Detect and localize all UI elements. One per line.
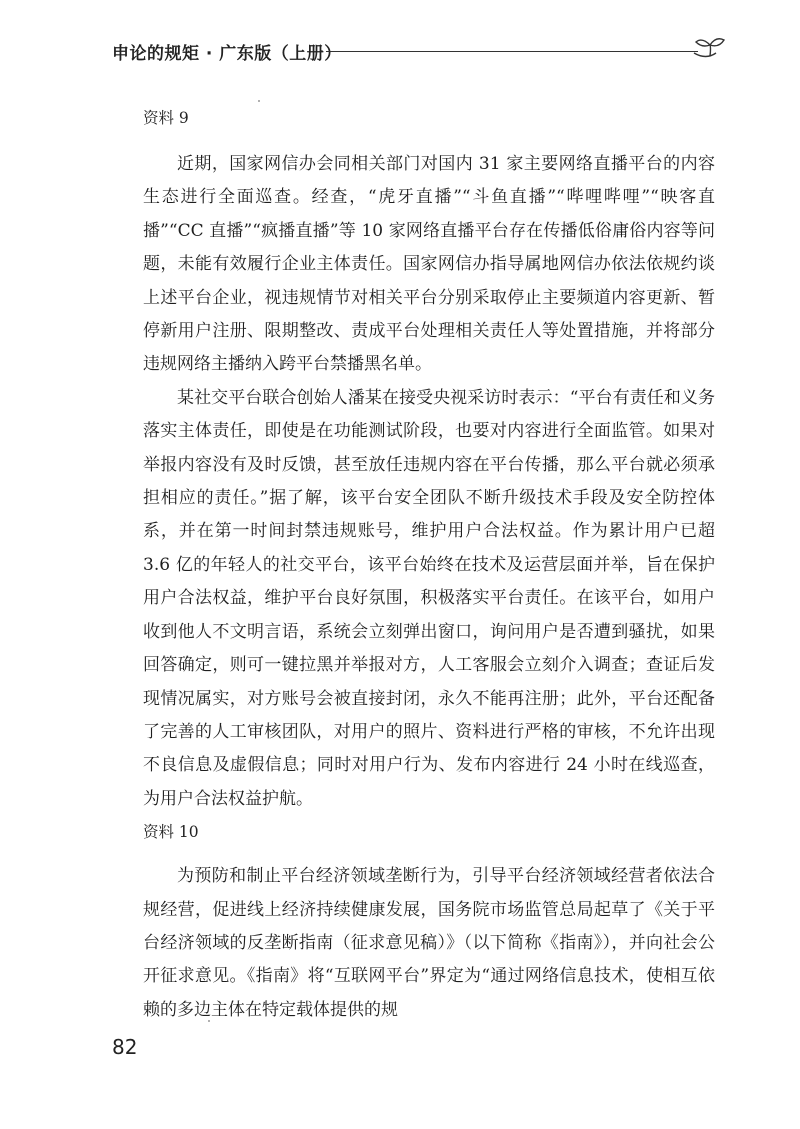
header-title: 申论的规矩 · 广东版（上册）	[112, 44, 342, 64]
material-9-paragraph-2: 某社交平台联合创始人潘某在接受央视采访时表示：“平台有责任和义务落实主体责任，即使是在功能测试阶段，也要对内容进行全面监管。如果对举报内容没有及时反馈，甚至放任违规内容在平台传播，那么平台就必须承担相应的责任。”据了解，该平台安全团队不断升级技术手段及安全防控体系，并在第一时间封禁违规账号，维护用户合法权益。作为累计用户已超 3.6 亿的年轻人的社交平台，该平台始终在技术及运营层面并举，旨在保护用户合法权益，维护平台良好氛围，积极落实平台责任。在该平台，如用户收到他人不文明言语，系统会立刻弹出窗口，询问用户是否遭到骚扰，如果回答确定，则可一键拉黑并举报对方，人工客服会立刻介入调查；查证后发现情况属实，对方账号会被直接封闭，永久不能再注册；此外，平台还配备了完善的人工审核团队，对用户的照片、资料进行严格的审核，不允许出现不良信息及虚假信息；同时对用户行为、发布内容进行 24 小时在线巡查，为用户合法权益护航。	[143, 387, 715, 809]
sprout-icon	[692, 36, 726, 62]
header-rule	[326, 51, 698, 52]
material-9-label: 资料 9	[143, 109, 189, 127]
running-header	[112, 36, 722, 66]
scan-speck	[258, 100, 260, 102]
scan-speck	[208, 1020, 210, 1022]
material-10-label: 资料 10	[143, 823, 199, 842]
material-10-paragraph-1: 为预防和制止平台经济领域垄断行为，引导平台经济领域经营者依法合规经营，促进线上经济持续健康发展，国务院市场监管总局起草了《关于平台经济领域的反垄断指南（征求意见稿）》（以下简称《指南》），并向社会公开征求意见。《指南》将“互联网平台”界定为“通过网络信息技术，使相互依赖的多边主体在特定载体提供的规	[143, 866, 715, 1020]
page-body	[143, 104, 715, 1027]
page-number: 82	[112, 1035, 138, 1059]
material-9-paragraph-1: 近期，国家网信办会同相关部门对国内 31 家主要网络直播平台的内容生态进行全面巡查。经查，“虎牙直播”“斗鱼直播”“哔哩哔哩”“映客直播”“CC 直播”“疯播直播”等 10 家网络直播平台存在传播低俗庸俗内容等问题，未能有效履行企业主体责任。国家网信办指导属地网信办依法依规约谈上述平台企业，视违规情节对相关平台分别采取停止主要频道内容更新、暂停新用户注册、限期整改、责成平台处理相关责任人等处置措施，并将部分违规网络主播纳入跨平台禁播黑名单。	[143, 154, 715, 375]
